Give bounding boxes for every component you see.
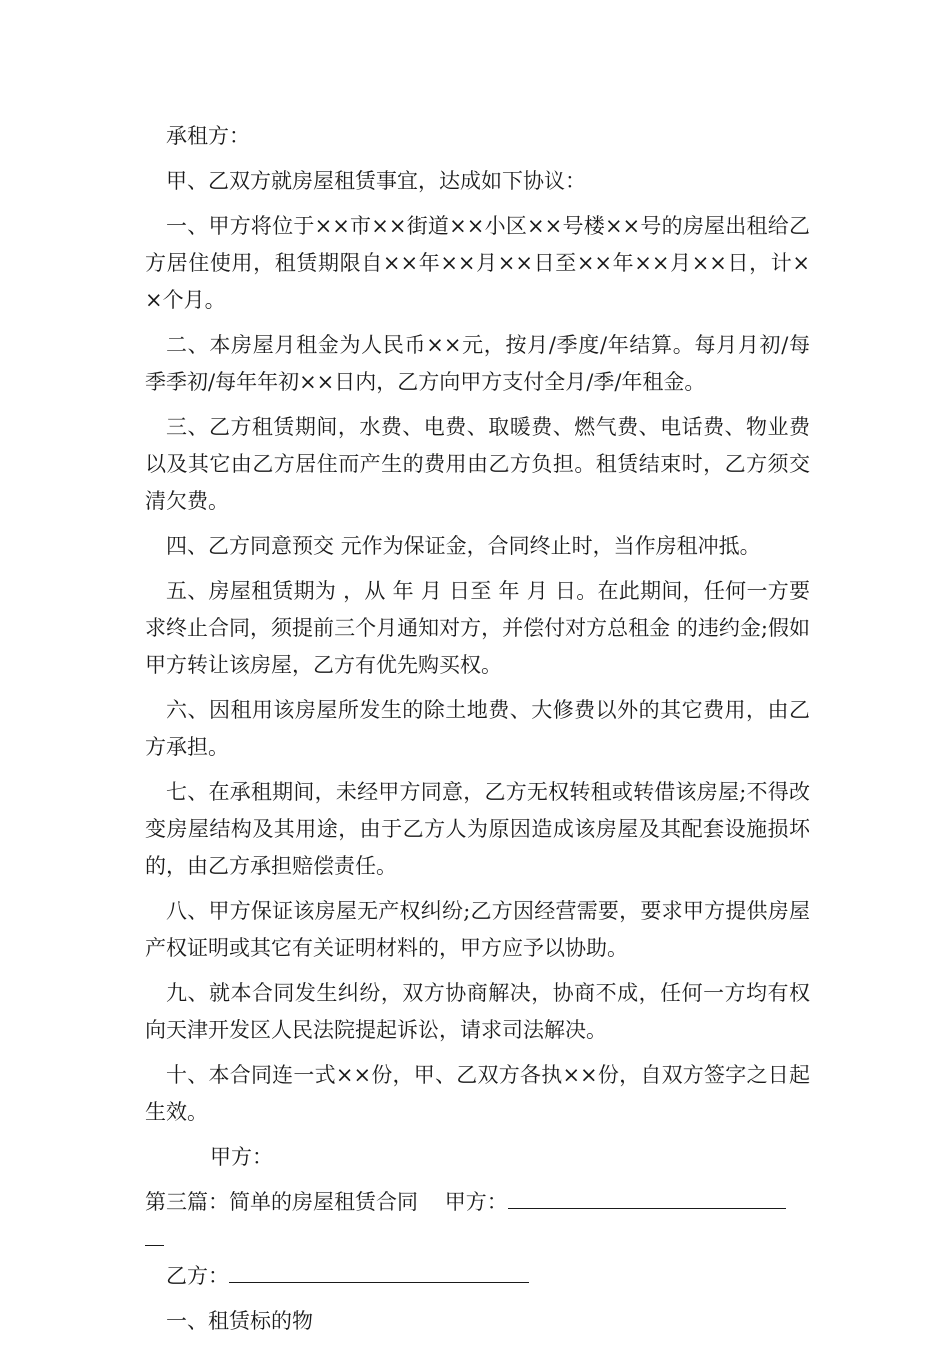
clause-3: 三、乙方租赁期间，水费、电费、取暖费、燃气费、电话费、物业费以及其它由乙方居住而产生的费用由乙方负担。租赁结束时，乙方须交清欠费。 — [145, 415, 810, 513]
clause-5: 五、房屋租赁期为 ，从 年 月 日至 年 月 日。在此期间，任何一方要求终止合同，须提前三个月通知对方，并偿付对方总租金 的违约金;假如甲方转让该房屋，乙方有优先购买权。 — [145, 579, 810, 677]
clause-2: 二、本房屋月租金为人民币××元，按月/季度/年结算。每月月初/每季季初/每年年初××日内，乙方向甲方支付全月/季/年租金。 — [145, 333, 810, 394]
clause-9: 九、就本合同发生纠纷，双方协商解决，协商不成，任何一方均有权向天津开发区人民法院提起诉讼，请求司法解决。 — [145, 981, 810, 1042]
lessee-line: 承租方： — [166, 124, 250, 148]
clause-1: 一、甲方将位于××市××街道××小区××号楼××号的房屋出租给乙方居住使用，租赁期限自××年××月××日至××年××月××日，计××个月。 — [145, 214, 810, 312]
party-a-blank — [508, 1190, 786, 1209]
third-party-a-label: 甲方： — [444, 1190, 508, 1214]
third-party-b-line — [145, 1258, 810, 1295]
third-section-title: 第三篇：简单的房屋租赁合同 — [145, 1190, 418, 1214]
document-body — [145, 118, 810, 1348]
third-section-heading — [145, 1184, 810, 1258]
third-item-1: 一、租赁标的物 — [166, 1309, 313, 1333]
intro-paragraph: 甲、乙双方就房屋租赁事宜，达成如下协议： — [166, 169, 586, 193]
third-party-b-label: 乙方： — [166, 1264, 229, 1288]
party-a-signature-line: 甲方： — [210, 1145, 273, 1169]
party-b-blank — [229, 1264, 529, 1283]
party-a-blank-continuation — [145, 1227, 164, 1246]
clause-10: 十、本合同连一式××份，甲、乙双方各执××份，自双方签字之日起生效。 — [145, 1063, 810, 1124]
clause-6: 六、因租用该房屋所发生的除土地费、大修费以外的其它费用，由乙方承担。 — [145, 698, 810, 759]
clause-7: 七、在承租期间，未经甲方同意，乙方无权转租或转借该房屋;不得改变房屋结构及其用途，由于乙方人为原因造成该房屋及其配套设施损坏的，由乙方承担赔偿责任。 — [145, 780, 810, 878]
clause-4: 四、乙方同意预交 元作为保证金，合同终止时，当作房租冲抵。 — [166, 534, 761, 558]
clause-8: 八、甲方保证该房屋无产权纠纷;乙方因经营需要，要求甲方提供房屋产权证明或其它有关证明材料的，甲方应予以协助。 — [145, 899, 810, 960]
